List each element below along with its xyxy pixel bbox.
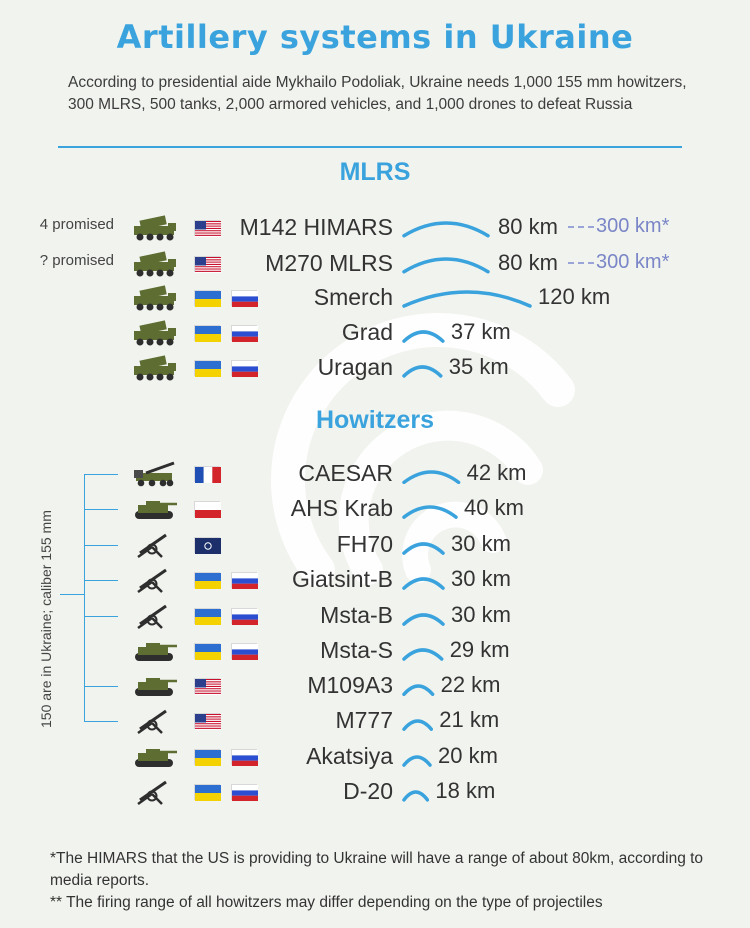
system-name: D-20 [343, 778, 393, 804]
range-value: 20 km [438, 743, 498, 768]
mlrs-truck-icon [132, 319, 178, 347]
tracked-howitzer-icon [132, 743, 178, 771]
range-arc [402, 790, 429, 802]
range-arc [402, 505, 458, 519]
footnote-2: ** The firing range of all howitzers may differ depending on the type of projectiles [50, 894, 603, 911]
tracked-howitzer-icon [132, 495, 178, 523]
range-arc [402, 719, 433, 731]
range-value: 35 km [448, 354, 509, 379]
range-value: 40 km [464, 495, 524, 520]
range-arc [402, 648, 444, 661]
side-bracket-tick [84, 686, 118, 687]
side-bracket-tick [84, 545, 118, 546]
range-arc [402, 755, 432, 767]
range-arc [402, 613, 445, 626]
towed-howitzer-icon [132, 566, 178, 594]
range-arc [402, 257, 490, 274]
system-name: M109A3 [307, 672, 393, 698]
side-bracket-tick [60, 594, 84, 595]
side-bracket-tick [84, 474, 118, 475]
towed-howitzer-icon [132, 602, 178, 630]
range-value: 42 km [466, 460, 527, 485]
range-arc [402, 330, 445, 343]
side-bracket-tick [84, 721, 118, 722]
footnote-1: *The HIMARS that the US is providing to Ukraine will have a range of about 80km, according to media reports. [50, 850, 704, 889]
promise-note: ? promised [39, 252, 114, 269]
system-name: Uragan [317, 354, 393, 380]
footnotes [50, 848, 730, 914]
mlrs-truck-icon [132, 354, 178, 382]
system-name: CAESAR [298, 460, 393, 486]
range-value: 30 km [451, 566, 511, 591]
range-value: 80 km [498, 214, 558, 239]
system-name: Msta-S [320, 637, 393, 663]
range-value: 22 km [440, 672, 501, 697]
system-name: Akatsiya [306, 743, 393, 769]
side-bracket-tick [84, 580, 118, 581]
range-value: 120 km [538, 284, 611, 309]
side-bracket-tick [84, 616, 118, 617]
system-name: M142 HIMARS [239, 214, 393, 240]
range-value: 30 km [451, 602, 511, 627]
extended-range-value: 300 km* [596, 215, 670, 237]
range-value: 29 km [449, 637, 510, 662]
range-arc [402, 365, 443, 378]
system-name: M270 MLRS [265, 250, 393, 276]
page-subtitle: According to presidential aide Mykhailo Podoliak, Ukraine needs 1,000 155 mm howitzers, 300 MLRS, 500 tanks, 2,000 armored vehicles, and 1,000 drones to defeat Russia [68, 74, 687, 113]
range-value: 37 km [450, 319, 511, 344]
system-name: FH70 [336, 531, 393, 557]
range-arc [402, 221, 490, 238]
system-name: Msta-B [320, 602, 393, 628]
range-arc [402, 684, 435, 696]
tracked-howitzer-icon [132, 672, 178, 700]
system-name: AHS Krab [290, 495, 393, 521]
side-bracket-tick [84, 509, 118, 510]
tracked-howitzer-icon [132, 637, 178, 665]
title-divider [58, 146, 682, 148]
system-name: Grad [341, 319, 393, 345]
mlrs-truck-icon [132, 284, 178, 312]
promise-note: 4 promised [39, 216, 114, 233]
range-value: 21 km [439, 707, 500, 732]
range-value: 80 km [498, 250, 558, 275]
towed-howitzer-icon [132, 778, 178, 806]
range-arc [402, 470, 461, 484]
range-arc [402, 542, 445, 555]
system-name: Smerch [313, 284, 393, 310]
mlrs-truck-icon [132, 250, 178, 278]
page-title: Artillery systems in Ukraine [116, 18, 634, 56]
howitzer-side-label: 150 are in Ukraine; caliber 155 mm [38, 510, 54, 728]
self-propelled-truck-icon [132, 460, 178, 488]
side-bracket [84, 474, 85, 721]
mlrs-truck-icon [132, 214, 178, 242]
section-title-mlrs: MLRS [339, 158, 411, 186]
system-name: M777 [335, 707, 393, 733]
range-arc [402, 577, 445, 590]
range-arc [402, 290, 532, 308]
section-title-howitzers: Howitzers [315, 406, 435, 434]
towed-howitzer-icon [132, 707, 178, 735]
range-dash [568, 226, 594, 228]
extended-range-value: 300 km* [596, 251, 670, 273]
range-dash [568, 262, 594, 264]
range-value: 18 km [435, 778, 496, 803]
towed-howitzer-icon [132, 531, 178, 559]
range-value: 30 km [451, 531, 511, 556]
system-name: Giatsint-B [292, 566, 393, 592]
